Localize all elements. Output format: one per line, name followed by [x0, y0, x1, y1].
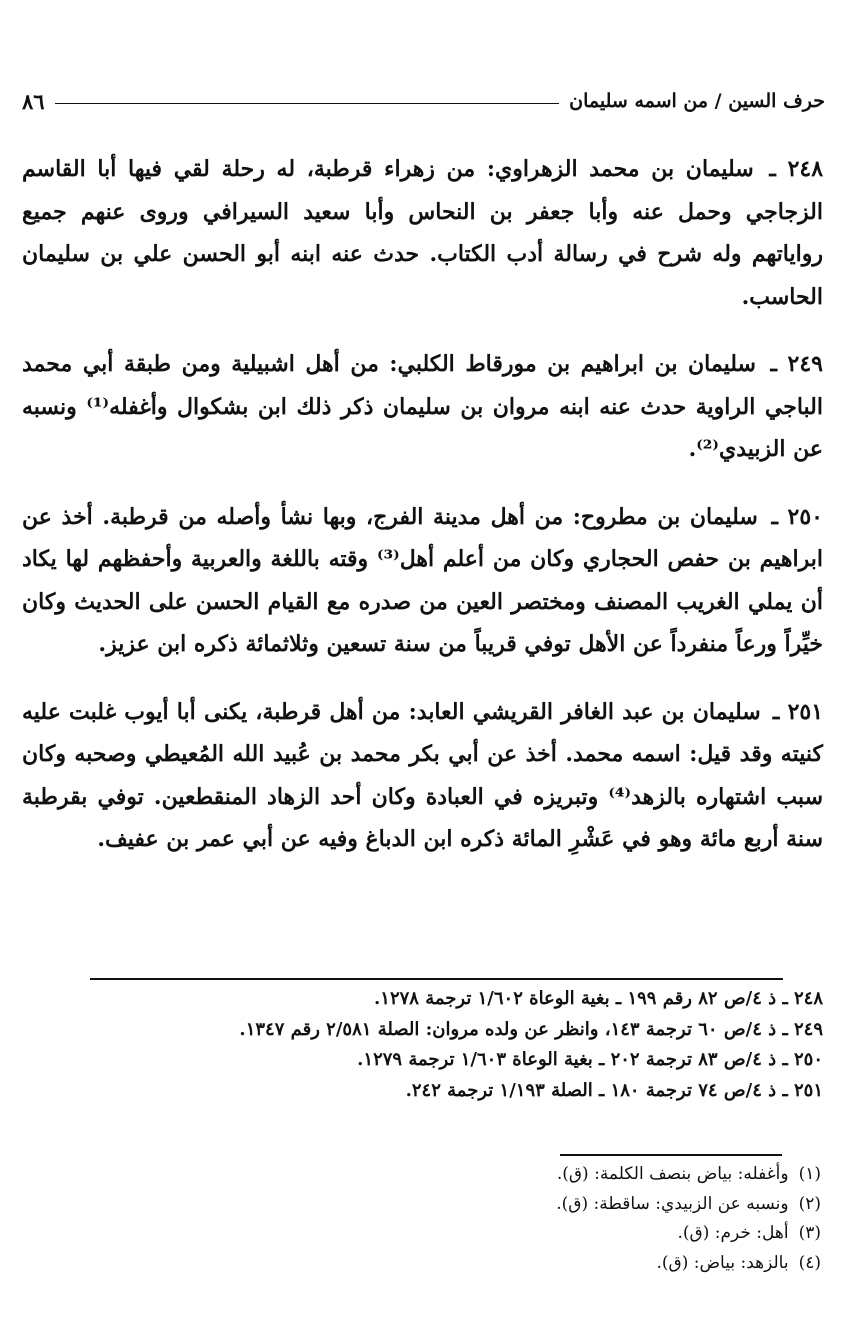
biography-entry	[22, 148, 823, 318]
footnote-mark: (٤)	[798, 1252, 821, 1273]
footnote	[281, 1160, 821, 1190]
sources-list	[83, 984, 823, 1106]
entry-number: ٢٤٩ ـ	[770, 351, 823, 377]
source-line: ٢٥٠ ـ ذ ٤/ص ٨٣ ترجمة ٢٠٢ ـ بغية الوعاة ١/٦٠٣ ترجمة ١٢٧٩.	[357, 1049, 823, 1070]
source-line: ٢٥١ ـ ذ ٤/ص ٧٤ ترجمة ١٨٠ ـ الصلة ١/١٩٣ ترجمة ٢٤٢.	[405, 1079, 823, 1101]
entry-text: : من أهل قرطبة، يكنى أبا أيوب غلبت عليه كنيته وقد قيل: اسمه محمد. أخذ عن أبي بكر محمد بن عُبيد الله المُعيطي وصحبه وكان سبب اشتهاره بالزهد⁽⁴⁾ وتبريزه في العبادة وكان أحد الزهاد المنقطعين. توفي بقرطبة سنة أربع مائة وهو في عَشْرِ المائة ذكره ابن الدباغ وفيه عن أبي عمر بن عفيف.	[22, 698, 824, 852]
entry-name: سليمان بن ابراهيم بن مورقاط الكلبي	[397, 351, 756, 377]
entry-number: ٢٥١ ـ	[772, 698, 824, 725]
entry-text: : من أهل مدينة الفرج، وبها نشأ وأصله من قرطبة. أخذ عن ابراهيم بن حفص الحجاري وكان من أعلم أهل⁽³⁾ وقته باللغة والعربية وأحفظهم لها يكاد أن يملي الغريب المصنف ومختصر العين من صدره مع القيام الحسن على الحديث وكان خيِّراً ورعاً منفرداً عن الأهل توفي قريباً من سنة تسعين وثلاثمائة ذكره ابن عزيز.	[22, 503, 823, 657]
footnote-text: بالزهد: بياض: (ق).	[656, 1252, 789, 1273]
footnote	[281, 1219, 821, 1249]
biography-entry	[22, 496, 823, 666]
footnote-text: وأغفله: بياض بنصف الكلمة: (ق).	[556, 1164, 789, 1184]
entry-name: سليمان بن مطروح	[580, 503, 758, 530]
entry-name: سليمان بن عبد الغافر القريشي العابد	[416, 698, 761, 725]
footnote-mark: (٣)	[798, 1223, 821, 1243]
footnote-text: أهل: خرم: (ق).	[677, 1223, 789, 1243]
footnote-mark: (٢)	[798, 1193, 821, 1214]
source-line: ٢٤٨ ـ ذ ٤/ص ٨٢ رقم ١٩٩ ـ بغية الوعاة ١/٦٠٢ ترجمة ١٢٧٨.	[374, 988, 823, 1009]
entry-text: : من زهراء قرطبة، له رحلة لقي فيها أبا القاسم الزجاجي وحمل عنه وأبا جعفر بن النحاس وأبا سعيد السيرافي وروى عنهم جميع رواياتهم وله شرح في رسالة أدب الكتاب. حدث عنه ابنه أبو الحسن علي بن سليمان الحاسب.	[22, 156, 823, 310]
biography-entry	[22, 691, 823, 861]
footnote-text: ونسبه عن الزبيدي: ساقطة: (ق).	[556, 1193, 789, 1214]
page-number: ٨٦	[22, 88, 45, 114]
entry-number: ٢٥٠ ـ	[771, 503, 823, 530]
entries-body	[22, 148, 823, 886]
entry-number: ٢٤٨ ـ	[769, 156, 824, 182]
entry-text: : من أهل اشبيلية ومن طبقة أبي محمد الباجي الراوية حدث عنه ابنه مروان بن سليمان ذكر ذلك ابن بشكوال وأغفله⁽¹⁾ ونسبه عن الزبيدي⁽²⁾.	[22, 351, 823, 462]
footnote-mark: (١)	[798, 1164, 821, 1184]
footnote	[281, 1249, 821, 1279]
running-header	[22, 86, 825, 116]
entry-name: سليمان بن محمد الزهراوي	[494, 156, 754, 182]
header-title: حرف السين / من اسمه سليمان	[569, 90, 825, 112]
footnotes-divider	[560, 1154, 782, 1156]
source-line: ٢٤٩ ـ ذ ٤/ص ٦٠ ترجمة ١٤٣، وانظر عن ولده مروان: الصلة ٢/٥٨١ رقم ١٣٤٧.	[239, 1018, 823, 1040]
footnote	[281, 1190, 821, 1220]
header-rule	[55, 103, 560, 104]
biography-entry	[22, 343, 823, 471]
sources-divider	[90, 978, 783, 980]
footnotes-list	[281, 1160, 821, 1278]
